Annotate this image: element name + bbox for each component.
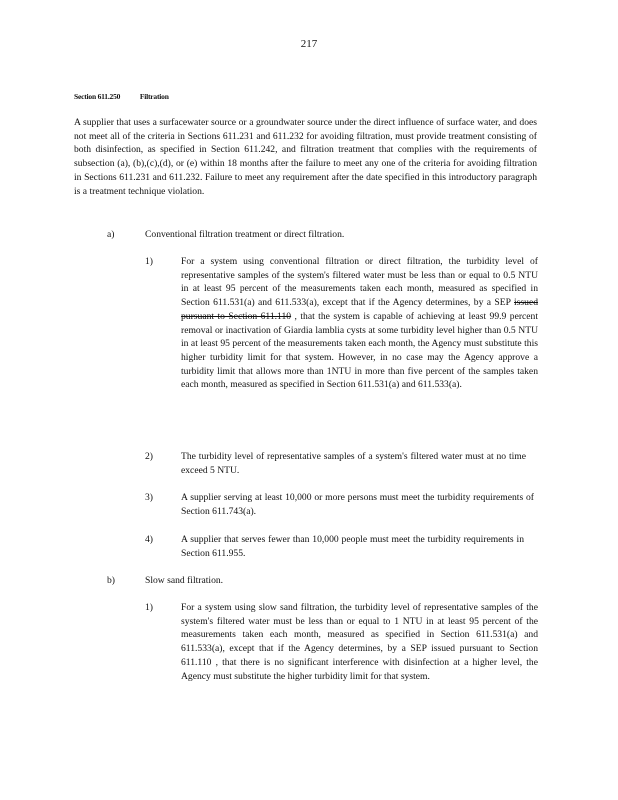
- item-a4-label: 4): [145, 534, 153, 545]
- item-b1-label: 1): [145, 602, 153, 613]
- subsection-a-title: Conventional filtration treatment or direct filtration.: [145, 229, 345, 240]
- section-title: Filtration: [139, 92, 169, 101]
- item-a3-label: 3): [145, 492, 153, 503]
- item-a1-text: [181, 255, 538, 392]
- section-heading: [74, 90, 169, 104]
- item-a3-text: A supplier serving at least 10,000 or more persons must meet the turbidity requirements of Section 611.743(a).: [181, 492, 534, 517]
- item-a1-label: 1): [145, 256, 153, 267]
- subsection-b-title: Slow sand filtration.: [145, 575, 224, 586]
- intro-paragraph: A supplier that uses a surfacewater source or a groundwater source under the direct influence of surface water, and does not meet all of the criteria in Sections 611.231 and 611.232 for avoiding filtration, must provide treatment consisting of both disinfection, as specified in Section 611.242, and filtration treatment that complies with the requirements of subsection (a), (b),(c),(d), or (e) within 18 months after the failure to meet any one of the criteria for avoiding filtration in Sections 611.231 and 611.232. Failure to meet any requirement after the date specified in this introductory paragraph is a treatment technique violation.: [74, 117, 537, 197]
- item-a1-text-part: For a system using conventional filtration or direct filtration, the turbidity level of representative samples of the system's filtered water must be less than or equal to 0.5 NTU in at least 95 percent of the measurements taken each month, measured as specified in Section 611.531(a) and 611.533(a), except that if the Agency determines, by a SEP: [181, 256, 538, 309]
- item-a1-struck-text: issued pursuant to Section 611.110: [181, 297, 538, 322]
- subsection-a-label: a): [107, 229, 115, 240]
- item-b1-text: For a system using slow sand filtration, the turbidity level of representative samples of the system's filtered water must be less than or equal to 1 NTU in at least 95 percent of the measurements taken each month, measured as specified in Section 611.531(a) and 611.533(a), except that if the Agency determines, by a SEP issued pursuant to Section 611.110 , that there is no significant interference with disinfection at a higher level, the Agency must substitute the higher turbidity limit for that system.: [181, 602, 538, 682]
- item-a1-text-part: , that the system is capable of achieving at least 99.9 percent removal or inactivation of Giardia lamblia cysts at some turbidity level higher than 0.5 NTU in at least 95 percent of the measurements taken each month, the Agency must substitute this higher turbidity limit for that system. However, in no case may the Agency approve a turbidity limit that allows more than 1NTU in more than five percent of the samples taken each month, measured as specified in Section 611.531(a) and 611.533(a).: [181, 310, 538, 391]
- item-a2-label: 2): [145, 451, 153, 462]
- item-a4-text: A supplier that serves fewer than 10,000 people must meet the turbidity requirements in Section 611.955.: [181, 534, 524, 559]
- page-number: 217: [300, 38, 318, 50]
- item-a2-text: The turbidity level of representative samples of a system's filtered water must at no time exceed 5 NTU.: [181, 451, 526, 476]
- section-number: Section 611.250: [74, 92, 121, 101]
- subsection-b-label: b): [107, 575, 115, 586]
